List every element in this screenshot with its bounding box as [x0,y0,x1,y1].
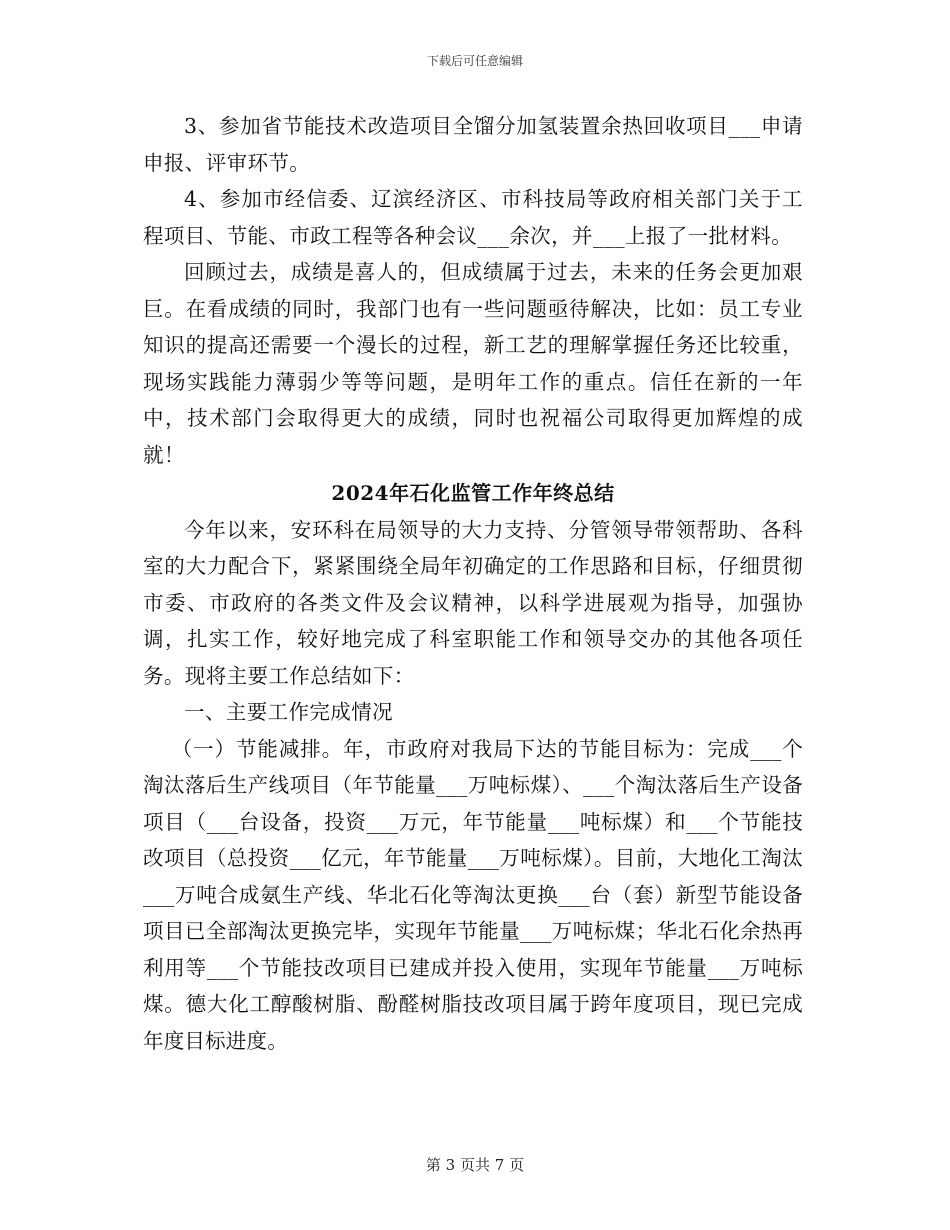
paragraph-item-3: 3、参加省节能技术改造项目全馏分加氢装置余热回收项目___申请申报、评审环节。 [143,114,803,175]
paragraph-intro: 今年以来，安环科在局领导的大力支持、分管领导带领帮助、各科室的大力配合下，紧紧围绕全局年初确定的工作思路和目标，仔细贯彻市委、市政府的各类文件及会议精神，以科学进展观为指导，加强协调，扎实工作，较好地完成了科室职能工作和领导交办的其他各项任务。现将主要工作总结如下： [143,517,803,688]
paragraph-item-4: 4、参加市经信委、辽滨经济区、市科技局等政府相关部门关于工程项目、节能、市政工程等各种会议___余次，并___上报了一批材料。 [143,187,803,248]
section-title: 2024年石化监管工作年终总结 [331,481,615,505]
header-note: 下载后可任意编辑 [426,54,523,68]
heading-main-work: 一、主要工作完成情况 [184,700,393,724]
paragraph-energy-saving: （一）节能减排。年，市政府对我局下达的节能目标为：完成___个淘汰落后生产线项目（年节能量___万吨标煤）、___个淘汰落后生产设备项目（___台设备，投资___万元，年节能量___吨标煤）和___个节能技改项目（总投资___亿元，年节能量___万吨标煤）。目前，大地化工淘汰___万吨合成氨生产线、华北石化等淘汰更换___台（套）新型节能设备项目已全部淘汰更换完毕，实现年节能量___万吨标煤；华北石化余热再利用等___个节能技改项目已建成并投入使用，实现年节能量___万吨标煤。德大化工醇酸树脂、酚醛树脂技改项目属于跨年度项目，现已完成年度目标进度。 [143,736,803,1053]
page-number: 第 3 页共 7 页 [425,1156,525,1174]
paragraph-review: 回顾过去，成绩是喜人的，但成绩属于过去，未来的任务会更加艰巨。在看成绩的同时，我部门也有一些问题亟待解决，比如：员工专业知识的提高还需要一个漫长的过程，新工艺的理解掌握任务还比较重，现场实践能力薄弱少等等问题，是明年工作的重点。信任在新的一年中，技术部门会取得更大的成绩，同时也祝福公司取得更加辉煌的成就！ [143,260,803,467]
document-body [143,108,803,1059]
